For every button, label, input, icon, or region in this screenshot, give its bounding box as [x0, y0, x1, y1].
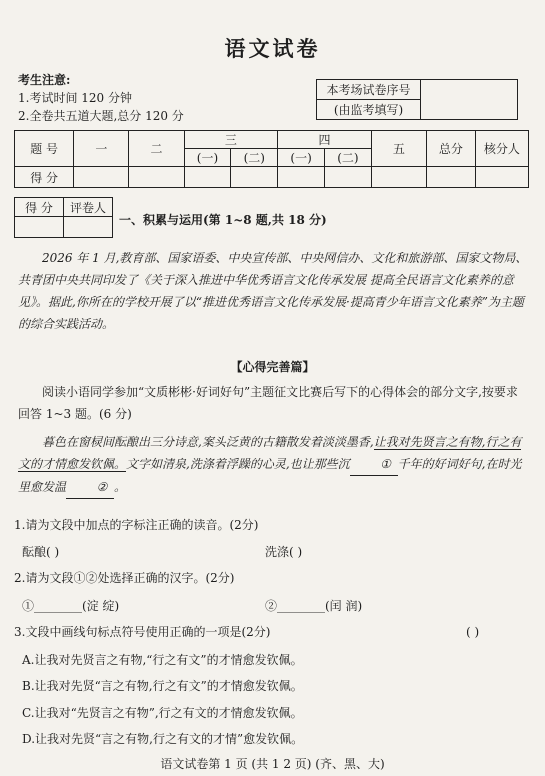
q3-stem: 3.文段中画线句标点符号使用正确的一项是(2分) — [14, 625, 271, 639]
score-cell[interactable] — [325, 167, 372, 188]
score-sub-3-2: (二) — [231, 149, 278, 167]
seat-number-label: 本考场试卷序号 — [317, 80, 421, 100]
score-cell[interactable] — [231, 167, 278, 188]
score-header-q4: 四 — [278, 131, 372, 149]
q2-item-a[interactable]: ①________(淀 绽) — [22, 599, 120, 613]
score-row-label: 得 分 — [15, 167, 74, 188]
score-cell[interactable] — [129, 167, 184, 188]
score-header-q2: 二 — [129, 131, 184, 167]
seat-number-box — [316, 79, 518, 120]
score-header-q1: 一 — [74, 131, 129, 167]
score-sub-4-2: (二) — [325, 149, 372, 167]
q1-stem: 1.请为文段中加点的字标注正确的读音。(2分) — [14, 518, 259, 532]
q1-item-b[interactable]: 洗涤( ) — [265, 545, 303, 559]
score-table — [14, 130, 529, 188]
q3-option-b[interactable]: B.让我对先贤“言之有物,行之有文”的才情愈发钦佩。 — [22, 679, 303, 693]
score-cell[interactable] — [184, 167, 231, 188]
score-header-q3: 三 — [184, 131, 278, 149]
q3-answer-box[interactable]: ( ) — [466, 625, 480, 639]
score-table-header-label: 题 号 — [15, 131, 74, 167]
passage-part-4: 。 — [114, 480, 127, 494]
score-cell[interactable] — [475, 167, 528, 188]
score-header-total: 总分 — [426, 131, 475, 167]
q2-item-b[interactable]: ②________(闰 润) — [265, 599, 363, 613]
notice-item-2: 2.全卷共五道大题,总分 120 分 — [18, 109, 184, 123]
score-header-checker: 核分人 — [475, 131, 528, 167]
score-sub-3-1: (一) — [184, 149, 231, 167]
score-cell[interactable] — [74, 167, 129, 188]
score-cell[interactable] — [426, 167, 475, 188]
grader-score-field[interactable] — [15, 217, 64, 238]
task-intro: 阅读小语同学参加“文质彬彬·好词好句”主题征文比赛后写下的心得体会的部分文字,按要求回答 1~3 题。(6 分) — [18, 385, 518, 421]
passage — [18, 431, 528, 499]
grader-table — [14, 197, 113, 238]
q3-option-a[interactable]: A.让我对先贤言之有物,“行之有文”的才情愈发钦佩。 — [22, 653, 303, 667]
score-cell[interactable] — [371, 167, 426, 188]
q3-option-d[interactable]: D.让我对先贤“言之有物,行之有文的才情”愈发钦佩。 — [22, 732, 304, 746]
intro-paragraph: 2026 年 1 月,教育部、国家语委、中央宣传部、中央网信办、文化和旅游部、国家文物局、共青团中央共同印发了《关于深入推进中华优秀语言文化传承发展 提高全民语言文化素养的意见》。据此,你所在的学校开展了以“推进优秀语言文化传承发展·提高青少年语言文化素养”为主题的综合实践活动。 — [18, 251, 528, 331]
passage-part-1: 暮色在窗棂间酝酿出三分诗意,案头泛黄的古籍散发着淡淡墨香, — [42, 435, 374, 449]
passage-part-3: 千年的好词好句,在时光里愈发温 — [18, 457, 522, 494]
exam-title: 语文试卷 — [224, 36, 321, 61]
seat-number-sublabel: (由监考填写) — [317, 100, 421, 120]
section-1-heading: 一、积累与运用(第 1~8 题,共 18 分) — [119, 213, 327, 227]
passage-part-2: 文字如清泉,洗涤着浮躁的心灵,也让那些沉 — [126, 457, 350, 471]
passage-underlined-sentence: 让我对先贤言之有物,行之有文的才情愈发钦佩。 — [18, 435, 522, 471]
grader-name-label: 评卷人 — [64, 198, 113, 217]
score-header-q5: 五 — [371, 131, 426, 167]
q2-stem: 2.请为文段①②处选择正确的汉字。(2分) — [14, 571, 235, 585]
subsection-title: 【心得完善篇】 — [230, 360, 315, 374]
notice-label: 考生注意: — [18, 73, 71, 87]
passage-blank-2: ② — [66, 476, 114, 499]
grader-name-field[interactable] — [64, 217, 113, 238]
page-footer: 语文试卷第 1 页 (共 1 2 页) (齐、黑、大) — [160, 757, 385, 771]
q3-option-c[interactable]: C.让我对“先贤言之有物”,行之有文的才情愈发钦佩。 — [22, 706, 303, 720]
grader-score-label: 得 分 — [15, 198, 64, 217]
notice-item-1: 1.考试时间 120 分钟 — [18, 91, 132, 105]
q1-item-a[interactable]: 酝酿( ) — [22, 545, 60, 559]
score-cell[interactable] — [278, 167, 325, 188]
seat-number-field[interactable] — [421, 80, 518, 120]
score-sub-4-1: (一) — [278, 149, 325, 167]
passage-blank-1: ① — [350, 453, 398, 476]
